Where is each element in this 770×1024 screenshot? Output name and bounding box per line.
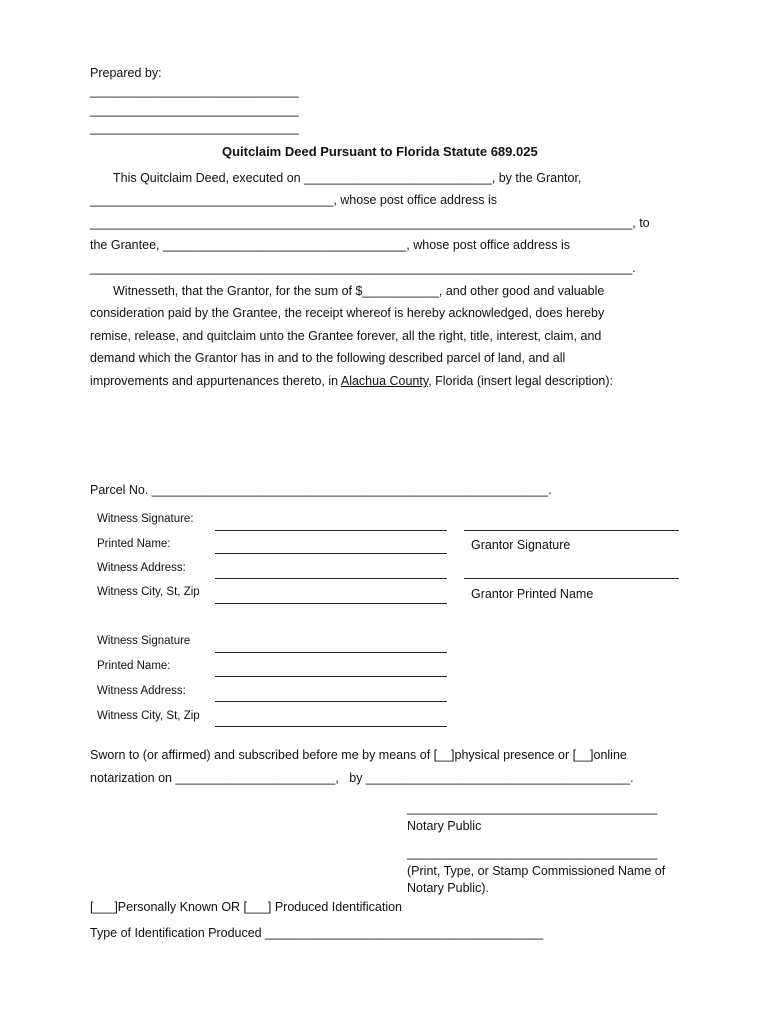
intro-line-3: ______________________________________________________________________________, to (90, 216, 650, 230)
witness2-address-line (215, 701, 447, 702)
intro-line-2: ___________________________________, whose post office address is (90, 193, 498, 207)
witness2-city-label: Witness City, St, Zip (97, 710, 200, 722)
sworn-line-2: notarization on _______________________, by ______________________________________. (90, 771, 634, 785)
witness1-signature-line (215, 530, 447, 531)
document-title: Quitclaim Deed Pursuant to Florida Statute 689.025 (222, 144, 538, 159)
witness2-printed-name-line (215, 676, 447, 677)
prepared-by-line-2: ______________________________ (90, 103, 299, 117)
witnesseth-line-2: consideration paid by the Grantee, the receipt whereof is hereby acknowledged, does hereby (90, 306, 605, 320)
notary-signature-line: ____________________________________ (407, 801, 658, 815)
notary-public-label: Notary Public (407, 819, 482, 833)
notary-print-line: ____________________________________ (407, 846, 658, 860)
grantor-signature-line (464, 530, 679, 531)
witnesseth-line-1: Witnesseth, that the Grantor, for the sum of $___________, and other good and valuable (113, 284, 605, 298)
prepared-by-line-1: ______________________________ (90, 84, 299, 98)
notary-print-label-2: Notary Public). (407, 881, 489, 895)
witness1-printed-name-label: Printed Name: (97, 538, 171, 550)
witnesseth-line-5 (90, 374, 613, 388)
witness2-city-line (215, 726, 447, 727)
intro-line-5: ______________________________________________________________________________. (90, 261, 636, 275)
intro-line-1: This Quitclaim Deed, executed on ___________________________, by the Grantor, (113, 171, 582, 185)
witness1-address-label: Witness Address: (97, 562, 186, 574)
witness2-address-label: Witness Address: (97, 685, 186, 697)
sworn-line-1: Sworn to (or affirmed) and subscribed before me by means of [__]physical presence or [__]online (90, 748, 627, 762)
grantor-printed-name-label: Grantor Printed Name (471, 587, 594, 601)
identification-type: Type of Identification Produced ________________________________________ (90, 926, 544, 940)
witness1-printed-name-line (215, 553, 447, 554)
witnesseth-line-4: demand which the Grantor has in and to the following described parcel of land, and all (90, 351, 566, 365)
witnesseth-line-3: remise, release, and quitclaim unto the Grantee forever, all the right, title, interest, claim, and (90, 329, 602, 343)
county-name: Alachua County (340, 374, 429, 388)
witness2-printed-name-label: Printed Name: (97, 660, 171, 672)
witness1-signature-label: Witness Signature: (97, 513, 194, 525)
grantor-printed-name-line (464, 578, 679, 579)
prepared-by-label: Prepared by: (90, 66, 162, 80)
witness1-city-line (215, 603, 447, 604)
witness1-address-line (215, 578, 447, 579)
witnesseth-line-5-end: , Florida (insert legal description): (428, 374, 613, 388)
parcel-number: Parcel No. _________________________________________________________. (90, 483, 552, 497)
witness2-signature-label: Witness Signature (97, 635, 191, 647)
witness2-signature-line (215, 652, 447, 653)
grantor-signature-label: Grantor Signature (471, 538, 571, 552)
intro-line-4: the Grantee, ___________________________________, whose post office address is (90, 238, 571, 252)
witness1-city-label: Witness City, St, Zip (97, 586, 200, 598)
identification-known: [___]Personally Known OR [___] Produced Identification (90, 900, 402, 914)
notary-print-label-1: (Print, Type, or Stamp Commissioned Name of (407, 864, 666, 878)
witnesseth-line-5-start: improvements and appurtenances thereto, in (90, 374, 341, 388)
prepared-by-line-3: ______________________________ (90, 121, 299, 135)
